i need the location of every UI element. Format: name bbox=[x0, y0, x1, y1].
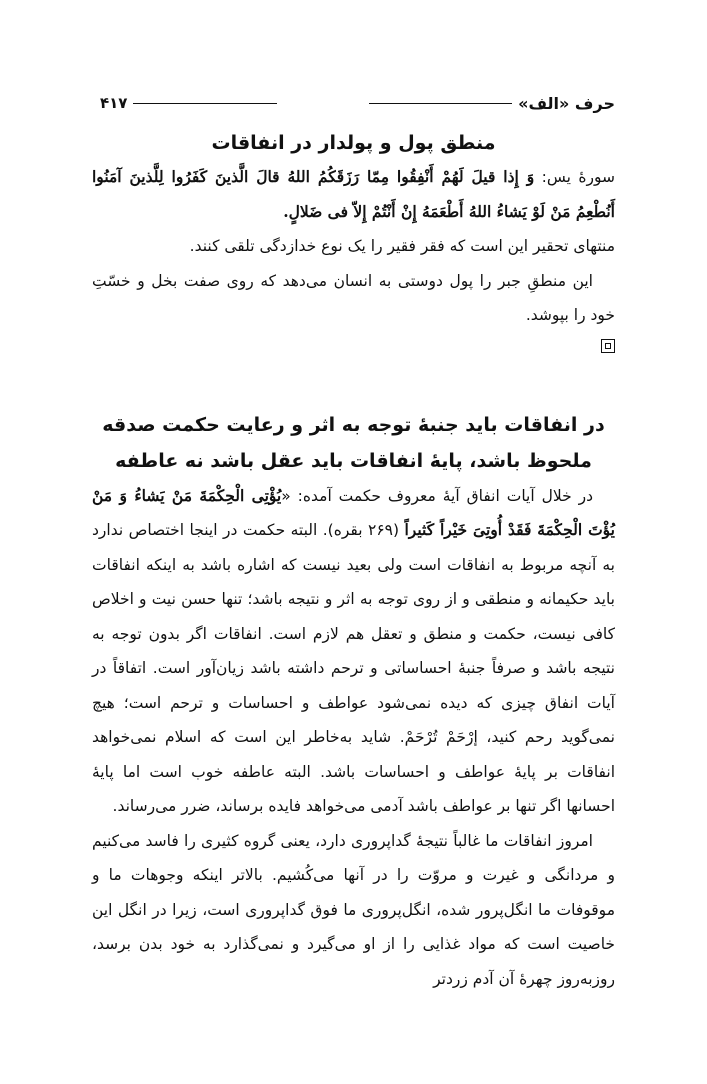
section-title-1: منطق پول و پولدار در انفاقات bbox=[211, 132, 496, 154]
page-content bbox=[92, 126, 615, 996]
paragraph-intro: سورهٔ یس: bbox=[534, 168, 615, 186]
paragraph-3: این منطقِ جبر را پول دوستی به انسان می‌دهد که روی صفت بخل و خسّتِ خود را بپوشد. bbox=[92, 271, 615, 324]
quran-verse: وَ إِذا قیلَ لَهُمْ أَنْفِقُوا مِمّا رَزَقَکُمُ اللهُ قالَ الَّذینَ کَفَرُوا لِلَّذینَ آمَنُوا أَنُطْعِمُ مَنْ لَوْ یَشاءُ اللهُ أَطْعَمَهُ إِنْ أَنْتُمْ إِلاّ فی ضَلالٍ. bbox=[92, 167, 615, 221]
quran-verse-wisdom: یُؤْتِی الْحِکْمَةَ مَنْ یَشاءُ وَ مَنْ یُؤْتَ الْحِکْمَةَ فَقَدْ أُوتِیَ خَیْراً کَثیراً bbox=[92, 485, 615, 539]
paragraph-today: امروز انفاقات ما غالباً نتیجهٔ گداپروری دارد، یعنی گروه کثیری را فاسد می‌کنیم و مردانگی و غیرت و مروّت را در آنها می‌کُشیم. بالاتر اینکه وجوهات ما و موقوفات ما انگل‌پرور شده، انگل‌پروری ما فوق گداپروری است، زیرا در انگل این خاصیت است که مواد غذایی را از او می‌گیرد و نمی‌گذارد به خود بدن برسد، روزبه‌روز چهرهٔ آن آدم زردتر bbox=[92, 831, 615, 988]
paragraph-wisdom-rest: (۲۶۹ بقره). البته حکمت در اینجا اختصاص ندارد به آنچه مربوط به انفاقات است ولی بعید نیست که اشاره باشد به اینکه انفاقات باید حکیمانه و منطقی و از روی توجه به اثر و نتیجه باشد؛ تنها حسن نیت و اخلاص کافی نیست، حکمت و منطق و تعقل هم لازم است. انفاقات اگر بدون توجه به نتیجه باشد و صرفاً جنبهٔ احساساتی و ترحم داشته باشد زیان‌آور است. اتفاقاً در آیات انفاق چیزی که دیده نمی‌شود عواطف و احساسات و ترحم است؛ هیچ نمی‌گوید رحم کنید، إرْحَمْ تُرْحَمْ. شاید به‌خاطر این است که اسلام نمی‌خواهد انفاقات بر پایهٔ عواطف و احساسات باشد. البته عاطفه خوب است اما پایهٔ احسانها اگر تنها بر عواطف باشد آدمی می‌خواهد فایده برساند، ضرر می‌رساند. bbox=[92, 521, 615, 815]
running-header bbox=[100, 92, 615, 114]
paragraph-surah-yasin bbox=[92, 160, 615, 229]
section-title-2 bbox=[92, 407, 615, 479]
page-number: ۴۱۷ bbox=[99, 94, 128, 112]
chapter-label: حرف «الف» bbox=[518, 93, 615, 113]
paragraph-2: منتهای تحقیر این است که فقر فقیر را یک نوع خدازدگی تلقی کنند. bbox=[189, 237, 615, 255]
end-of-section-icon bbox=[601, 339, 615, 353]
header-rule bbox=[369, 103, 512, 104]
header-rule-2 bbox=[133, 103, 276, 104]
section-title-2-line2: ملحوظ باشد، پایهٔ انفاقات باید عقل باشد نه عاطفه bbox=[115, 449, 592, 472]
paragraph-wisdom-start: در خلال آیات انفاق آیهٔ معروف حکمت آمده: « bbox=[281, 486, 593, 505]
paragraph-wisdom bbox=[92, 479, 615, 824]
section-title-2-line1: در انفاقات باید جنبهٔ توجه به اثر و رعایت حکمت صدقه bbox=[102, 413, 605, 436]
